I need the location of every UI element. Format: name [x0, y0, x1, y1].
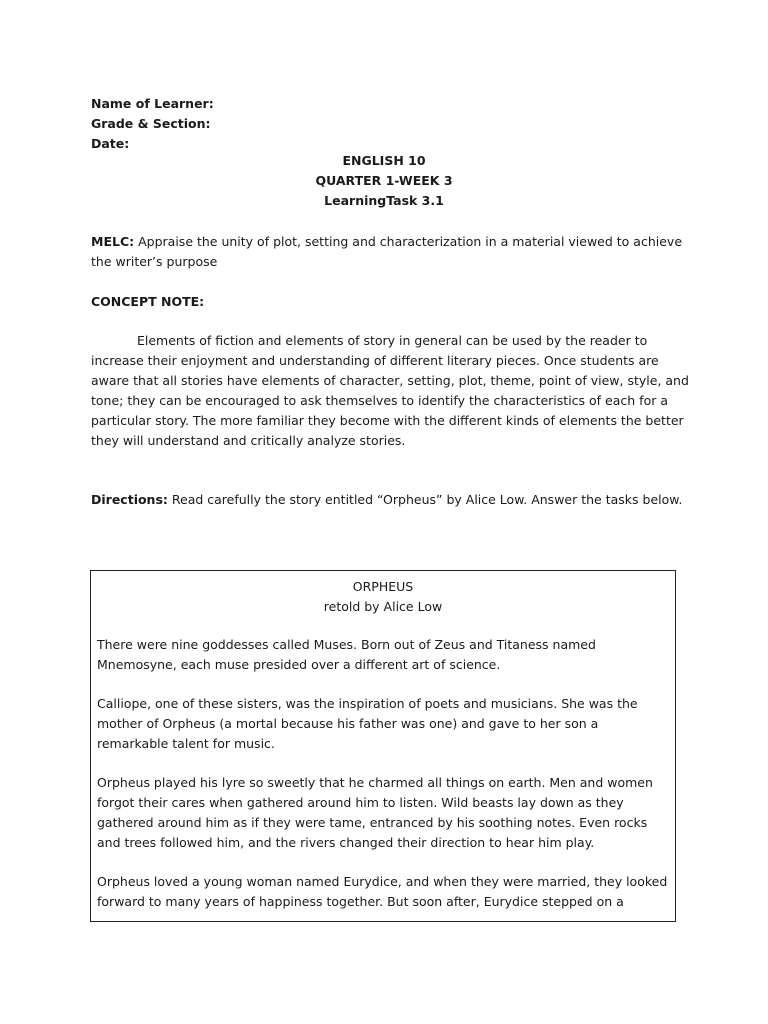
learning-task-title: LearningTask 3.1: [324, 193, 444, 208]
grade-section-label: Grade & Section:: [91, 116, 211, 131]
name-of-learner-label: Name of Learner:: [91, 96, 214, 111]
story-title: ORPHEUS: [352, 579, 414, 594]
quarter-week-title: QUARTER 1-WEEK 3: [315, 173, 453, 188]
learner-info: [91, 94, 651, 154]
melc-text: Appraise the unity of plot, setting and characterization in a material viewed to achieve the writer’s purpose: [91, 234, 683, 269]
directions-label: Directions:: [91, 492, 168, 507]
melc-section: [91, 232, 691, 272]
concept-note-heading: CONCEPT NOTE:: [91, 294, 205, 309]
story-box: [90, 570, 676, 922]
concept-note-body: Elements of fiction and elements of story in general can be used by the reader to increase their enjoyment and understanding of different literary pieces. Once students are aware that all stories have elements of character, setting, plot, theme, point of view, style, and tone; they can be encouraged to ask themselves to identify the characteristics of each for a particular story. The more familiar they become with the different kinds of elements the better they will understand and critically analyze stories.: [91, 333, 689, 448]
directions-section: [91, 490, 691, 510]
date-label: Date:: [91, 136, 130, 151]
melc-label: MELC:: [91, 234, 135, 249]
subject-title: ENGLISH 10: [342, 153, 426, 168]
directions-text: Read carefully the story entitled “Orpheus” by Alice Low. Answer the tasks below.: [171, 492, 683, 507]
story-paragraph: There were nine goddesses called Muses. Born out of Zeus and Titaness named Mnemosyne, each muse presided over a different art of science.: [97, 637, 596, 672]
story-paragraph: Orpheus loved a young woman named Eurydice, and when they were married, they looked forward to many years of happiness together. But soon after, Eurydice stepped on a: [97, 874, 668, 909]
story-author: retold by Alice Low: [323, 599, 443, 614]
story-paragraph: Calliope, one of these sisters, was the inspiration of poets and musicians. She was the mother of Orpheus (a mortal because his father was one) and gave to her son a remarkable talent for music.: [97, 696, 638, 751]
worksheet-title-block: [0, 151, 768, 211]
story-paragraph: Orpheus played his lyre so sweetly that he charmed all things on earth. Men and women forgot their cares when gathered around him to listen. Wild beasts lay down as they gathered around him as if they were tame, entranced by his soothing notes. Even rocks and trees followed him, and the rivers changed their direction to hear him play.: [97, 775, 653, 850]
